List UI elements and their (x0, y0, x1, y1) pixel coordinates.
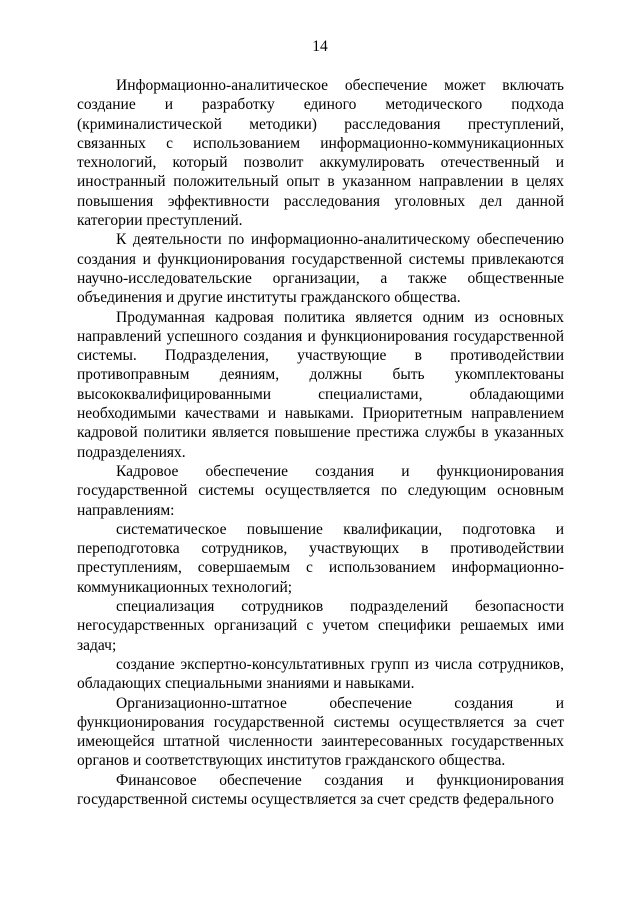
list-item-qualification: систематическое повышение квалификации, подготовка и переподготовка сотрудников, участвующих в противодействии преступлениям, совершаемым с использованием информационно-коммуникационных технологий; (77, 520, 564, 596)
paragraph-personnel-directions-intro: Кадровое обеспечение создания и функционирования государственной системы осуществляется по следующим основным направлениям: (77, 462, 564, 519)
list-item-specialization: специализация сотрудников подразделений безопасности негосударственных организаций с учетом специфики решаемых ими задач; (77, 598, 564, 654)
page-number: 14 (312, 38, 328, 55)
paragraph-staffing-support: Организационно-штатное обеспечение создания и функционирования государственной системы осуществляется за счет имеющейся штатной численности заинтересованных государственных органов и соответствующих институтов гражданского общества. (77, 694, 564, 770)
paragraph-info-analytical-support: Информационно-аналитическое обеспечение может включать создание и разработку единого методического подхода (криминалистической методики) расследования преступлений, связанных с использованием информационно-коммуникационных технологий, который позволит аккумулировать отечественный и иностранный положительный опыт в указанном направлении в целях повышения эффективности расследования уголовных дел данной категории преступлений. (77, 77, 564, 230)
paragraph-personnel-policy: Продуманная кадровая политика является одним из основных направлений успешного создания и функционирования государственной системы. Подразделения, участвующие в противодействии противоправным деяниям, должны быть укомплектованы высококвалифицированными специалистами, обладающими необходимыми качествами и навыками. Приоритетным направлением кадровой политики является повышение престижа службы в указанных подразделениях. (77, 308, 564, 461)
list-item-expert-groups: создание экспертно-консультативных групп из числа сотрудников, обладающих специальными знаниями и навыками. (77, 655, 564, 693)
paragraph-financial-support: Финансовое обеспечение создания и функционирования государственной системы осуществляется за счет средств федерального (77, 771, 564, 808)
document-body (77, 76, 564, 809)
paragraph-research-organizations: К деятельности по информационно-аналитическому обеспечению создания и функционирования государственной системы привлекаются научно-исследовательские организации, а также общественные объединения и другие институты гражданского общества. (77, 231, 564, 307)
